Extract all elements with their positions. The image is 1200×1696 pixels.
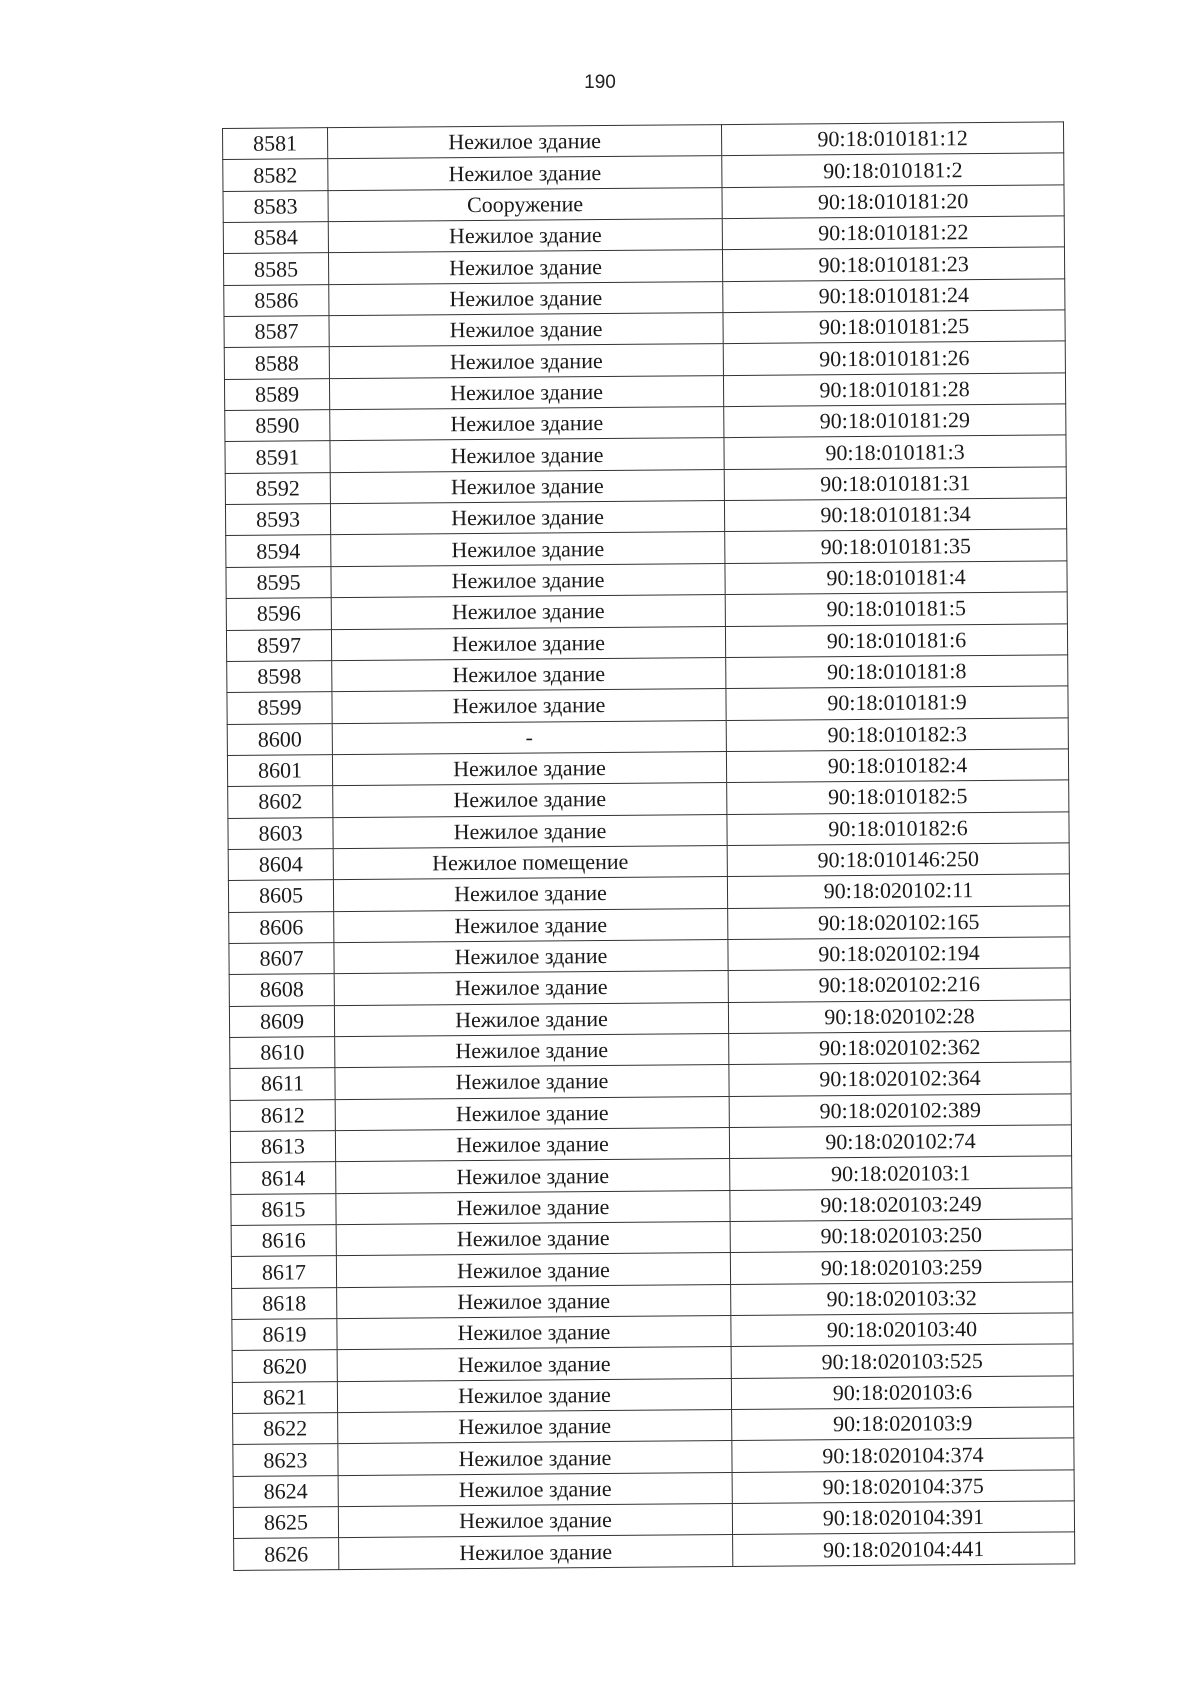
row-number-cell: 8588 [224,347,329,379]
object-type-cell: Сооружение [328,187,722,221]
object-type-cell: Нежилое здание [333,877,727,911]
cadastral-number-cell: 90:18:020102:364 [729,1062,1071,1096]
row-number-cell: 8589 [224,378,329,410]
row-number-cell: 8585 [223,253,328,285]
object-type-cell: Нежилое здание [334,908,728,942]
row-number-cell: 8603 [228,817,333,849]
object-type-cell: Нежилое помещение [333,845,727,879]
object-type-cell: Нежилое здание [331,532,725,566]
object-type-cell: Нежилое здание [339,1535,733,1569]
cadastral-number-cell: 90:18:010181:9 [726,686,1068,720]
object-type-cell: Нежилое здание [333,814,727,848]
row-number-cell: 8611 [230,1068,335,1100]
row-number-cell: 8614 [231,1162,336,1194]
cadastral-number-cell: 90:18:020102:165 [728,905,1070,939]
object-type-cell: Нежилое здание [330,501,724,535]
cadastral-number-cell: 90:18:020103:40 [731,1313,1073,1347]
object-type-cell: Нежилое здание [337,1316,731,1350]
cadastral-number-cell: 90:18:010181:25 [723,310,1065,344]
cadastral-number-cell: 90:18:010182:6 [727,811,1069,845]
row-number-cell: 8595 [226,566,331,598]
row-number-cell: 8597 [226,629,331,661]
object-type-cell: Нежилое здание [336,1159,730,1193]
row-number-cell: 8592 [225,472,330,504]
row-number-cell: 8617 [231,1256,336,1288]
cadastral-number-cell: 90:18:020103:259 [730,1250,1072,1284]
property-table-body [223,122,1075,1570]
row-number-cell: 8613 [230,1131,335,1163]
row-number-cell: 8609 [229,1005,334,1037]
row-number-cell: 8621 [232,1381,337,1413]
row-number-cell: 8591 [225,441,330,473]
cadastral-number-cell: 90:18:010181:31 [724,467,1066,501]
row-number-cell: 8619 [232,1319,337,1351]
document-table-container [222,121,1074,1570]
object-type-cell: Нежилое здание [332,751,726,785]
cadastral-number-cell: 90:18:020103:9 [732,1407,1074,1441]
object-type-cell: Нежилое здание [328,125,722,159]
row-number-cell: 8596 [226,598,331,630]
object-type-cell: Нежилое здание [336,1222,730,1256]
table-row [234,1532,1075,1570]
row-number-cell: 8608 [229,974,334,1006]
cadastral-number-cell: 90:18:010181:24 [723,279,1065,313]
row-number-cell: 8626 [234,1538,339,1570]
row-number-cell: 8599 [227,692,332,724]
object-type-cell: Нежилое здание [333,783,727,817]
row-number-cell: 8593 [225,504,330,536]
row-number-cell: 8622 [233,1413,338,1445]
cadastral-number-cell: 90:18:020102:216 [728,968,1070,1002]
row-number-cell: 8624 [233,1475,338,1507]
row-number-cell: 8618 [232,1287,337,1319]
cadastral-number-cell: 90:18:020104:391 [732,1501,1074,1535]
object-type-cell: Нежилое здание [329,281,723,315]
cadastral-number-cell: 90:18:020102:389 [729,1094,1071,1128]
cadastral-number-cell: 90:18:020102:362 [729,1031,1071,1065]
object-type-cell: Нежилое здание [336,1190,730,1224]
object-type-cell: Нежилое здание [337,1378,731,1412]
cadastral-number-cell: 90:18:010182:3 [726,717,1068,751]
object-type-cell: Нежилое здание [338,1441,732,1475]
cadastral-number-cell: 90:18:010181:8 [726,655,1068,689]
object-type-cell: Нежилое здание [334,939,728,973]
cadastral-number-cell: 90:18:020102:11 [727,874,1069,908]
object-type-cell: Нежилое здание [338,1504,732,1538]
cadastral-number-cell: 90:18:010181:2 [722,153,1064,187]
cadastral-number-cell: 90:18:020103:6 [731,1376,1073,1410]
cadastral-number-cell: 90:18:010182:5 [727,780,1069,814]
cadastral-number-cell: 90:18:010181:35 [725,529,1067,563]
row-number-cell: 8605 [228,880,333,912]
object-type-cell: Нежилое здание [337,1347,731,1381]
cadastral-number-cell: 90:18:020104:375 [732,1470,1074,1504]
object-type-cell: Нежилое здание [335,1128,729,1162]
cadastral-number-cell: 90:18:020104:374 [732,1438,1074,1472]
row-number-cell: 8616 [231,1225,336,1257]
object-type-cell: Нежилое здание [335,1065,729,1099]
row-number-cell: 8602 [228,786,333,818]
object-type-cell: Нежилое здание [334,1002,728,1036]
cadastral-number-cell: 90:18:010181:5 [725,592,1067,626]
object-type-cell: Нежилое здание [329,375,723,409]
object-type-cell: Нежилое здание [331,563,725,597]
row-number-cell: 8625 [233,1507,338,1539]
object-type-cell: Нежилое здание [330,407,724,441]
cadastral-number-cell: 90:18:010181:34 [724,498,1066,532]
cadastral-number-cell: 90:18:010181:28 [723,373,1065,407]
row-number-cell: 8610 [230,1037,335,1069]
cadastral-number-cell: 90:18:020102:194 [728,937,1070,971]
cadastral-number-cell: 90:18:010181:26 [723,341,1065,375]
row-number-cell: 8601 [227,755,332,787]
object-type-cell: - [332,720,726,754]
row-number-cell: 8586 [224,284,329,316]
cadastral-number-cell: 90:18:020104:441 [733,1532,1075,1566]
object-type-cell: Нежилое здание [338,1410,732,1444]
row-number-cell: 8582 [223,159,328,191]
object-type-cell: Нежилое здание [335,1034,729,1068]
row-number-cell: 8583 [223,190,328,222]
object-type-cell: Нежилое здание [330,469,724,503]
object-type-cell: Нежилое здание [328,156,722,190]
cadastral-number-cell: 90:18:010181:23 [722,247,1064,281]
object-type-cell: Нежилое здание [332,689,726,723]
object-type-cell: Нежилое здание [328,219,722,253]
object-type-cell: Нежилое здание [329,313,723,347]
object-type-cell: Нежилое здание [329,344,723,378]
cadastral-number-cell: 90:18:020103:525 [731,1344,1073,1378]
object-type-cell: Нежилое здание [336,1253,730,1287]
cadastral-number-cell: 90:18:010146:250 [727,843,1069,877]
cadastral-number-cell: 90:18:020103:32 [731,1282,1073,1316]
object-type-cell: Нежилое здание [328,250,722,284]
object-type-cell: Нежилое здание [332,657,726,691]
object-type-cell: Нежилое здание [338,1472,732,1506]
cadastral-number-cell: 90:18:010181:29 [724,404,1066,438]
object-type-cell: Нежилое здание [331,595,725,629]
cadastral-number-cell: 90:18:010181:20 [722,185,1064,219]
cadastral-number-cell: 90:18:010181:4 [725,561,1067,595]
property-table [222,121,1075,1570]
row-number-cell: 8590 [225,410,330,442]
row-number-cell: 8598 [227,660,332,692]
cadastral-number-cell: 90:18:020102:28 [728,999,1070,1033]
page-number: 190 [584,72,616,93]
object-type-cell: Нежилое здание [334,971,728,1005]
object-type-cell: Нежилое здание [335,1096,729,1130]
cadastral-number-cell: 90:18:020102:74 [729,1125,1071,1159]
row-number-cell: 8623 [233,1444,338,1476]
cadastral-number-cell: 90:18:010181:12 [721,122,1063,156]
row-number-cell: 8604 [228,849,333,881]
cadastral-number-cell: 90:18:010181:6 [725,623,1067,657]
row-number-cell: 8581 [223,128,328,160]
cadastral-number-cell: 90:18:020103:250 [730,1219,1072,1253]
object-type-cell: Нежилое здание [330,438,724,472]
object-type-cell: Нежилое здание [331,626,725,660]
object-type-cell: Нежилое здание [337,1284,731,1318]
row-number-cell: 8606 [229,911,334,943]
cadastral-number-cell: 90:18:010181:22 [722,216,1064,250]
row-number-cell: 8594 [226,535,331,567]
cadastral-number-cell: 90:18:020103:249 [730,1188,1072,1222]
row-number-cell: 8587 [224,316,329,348]
row-number-cell: 8612 [230,1099,335,1131]
row-number-cell: 8620 [232,1350,337,1382]
cadastral-number-cell: 90:18:010182:4 [726,749,1068,783]
cadastral-number-cell: 90:18:020103:1 [730,1156,1072,1190]
cadastral-number-cell: 90:18:010181:3 [724,435,1066,469]
row-number-cell: 8584 [223,222,328,254]
row-number-cell: 8615 [231,1193,336,1225]
row-number-cell: 8607 [229,943,334,975]
row-number-cell: 8600 [227,723,332,755]
